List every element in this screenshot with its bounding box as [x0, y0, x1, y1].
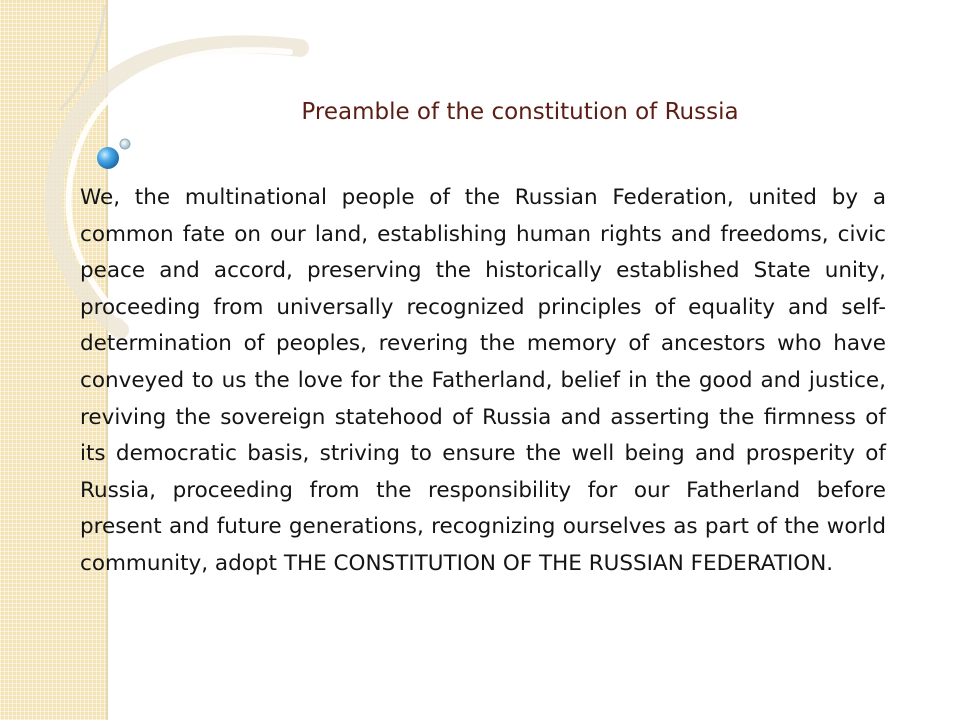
preamble-body [80, 180, 886, 583]
blue-orb-icon [97, 147, 119, 169]
preamble-body-main: We, the multinational people of the Russian Federation, united by a common fate on our land, establishing human rights and freedoms, civic peace and accord, preserving the historically established State unity, proceeding from universally recognized principles of equality and self-determination of peoples, revering the memory of ancestors who have conveyed to us the love for the Fatherland, belief in the good and justice, reviving the sovereign statehood of Russia and asserting the firmness of its democratic basis, striving to ensure the well being and prosperity of Russia, proceeding from the responsibility for our Fatherland before present and future generations, recognizing ourselves as part of the world community, adopt [80, 185, 886, 576]
slide-title: Preamble of the constitution of Russia [301, 99, 739, 125]
small-orb-icon [120, 139, 130, 149]
preamble-body-adoption: THE CONSTITUTION OF THE RUSSIAN FEDERATION. [283, 550, 834, 576]
